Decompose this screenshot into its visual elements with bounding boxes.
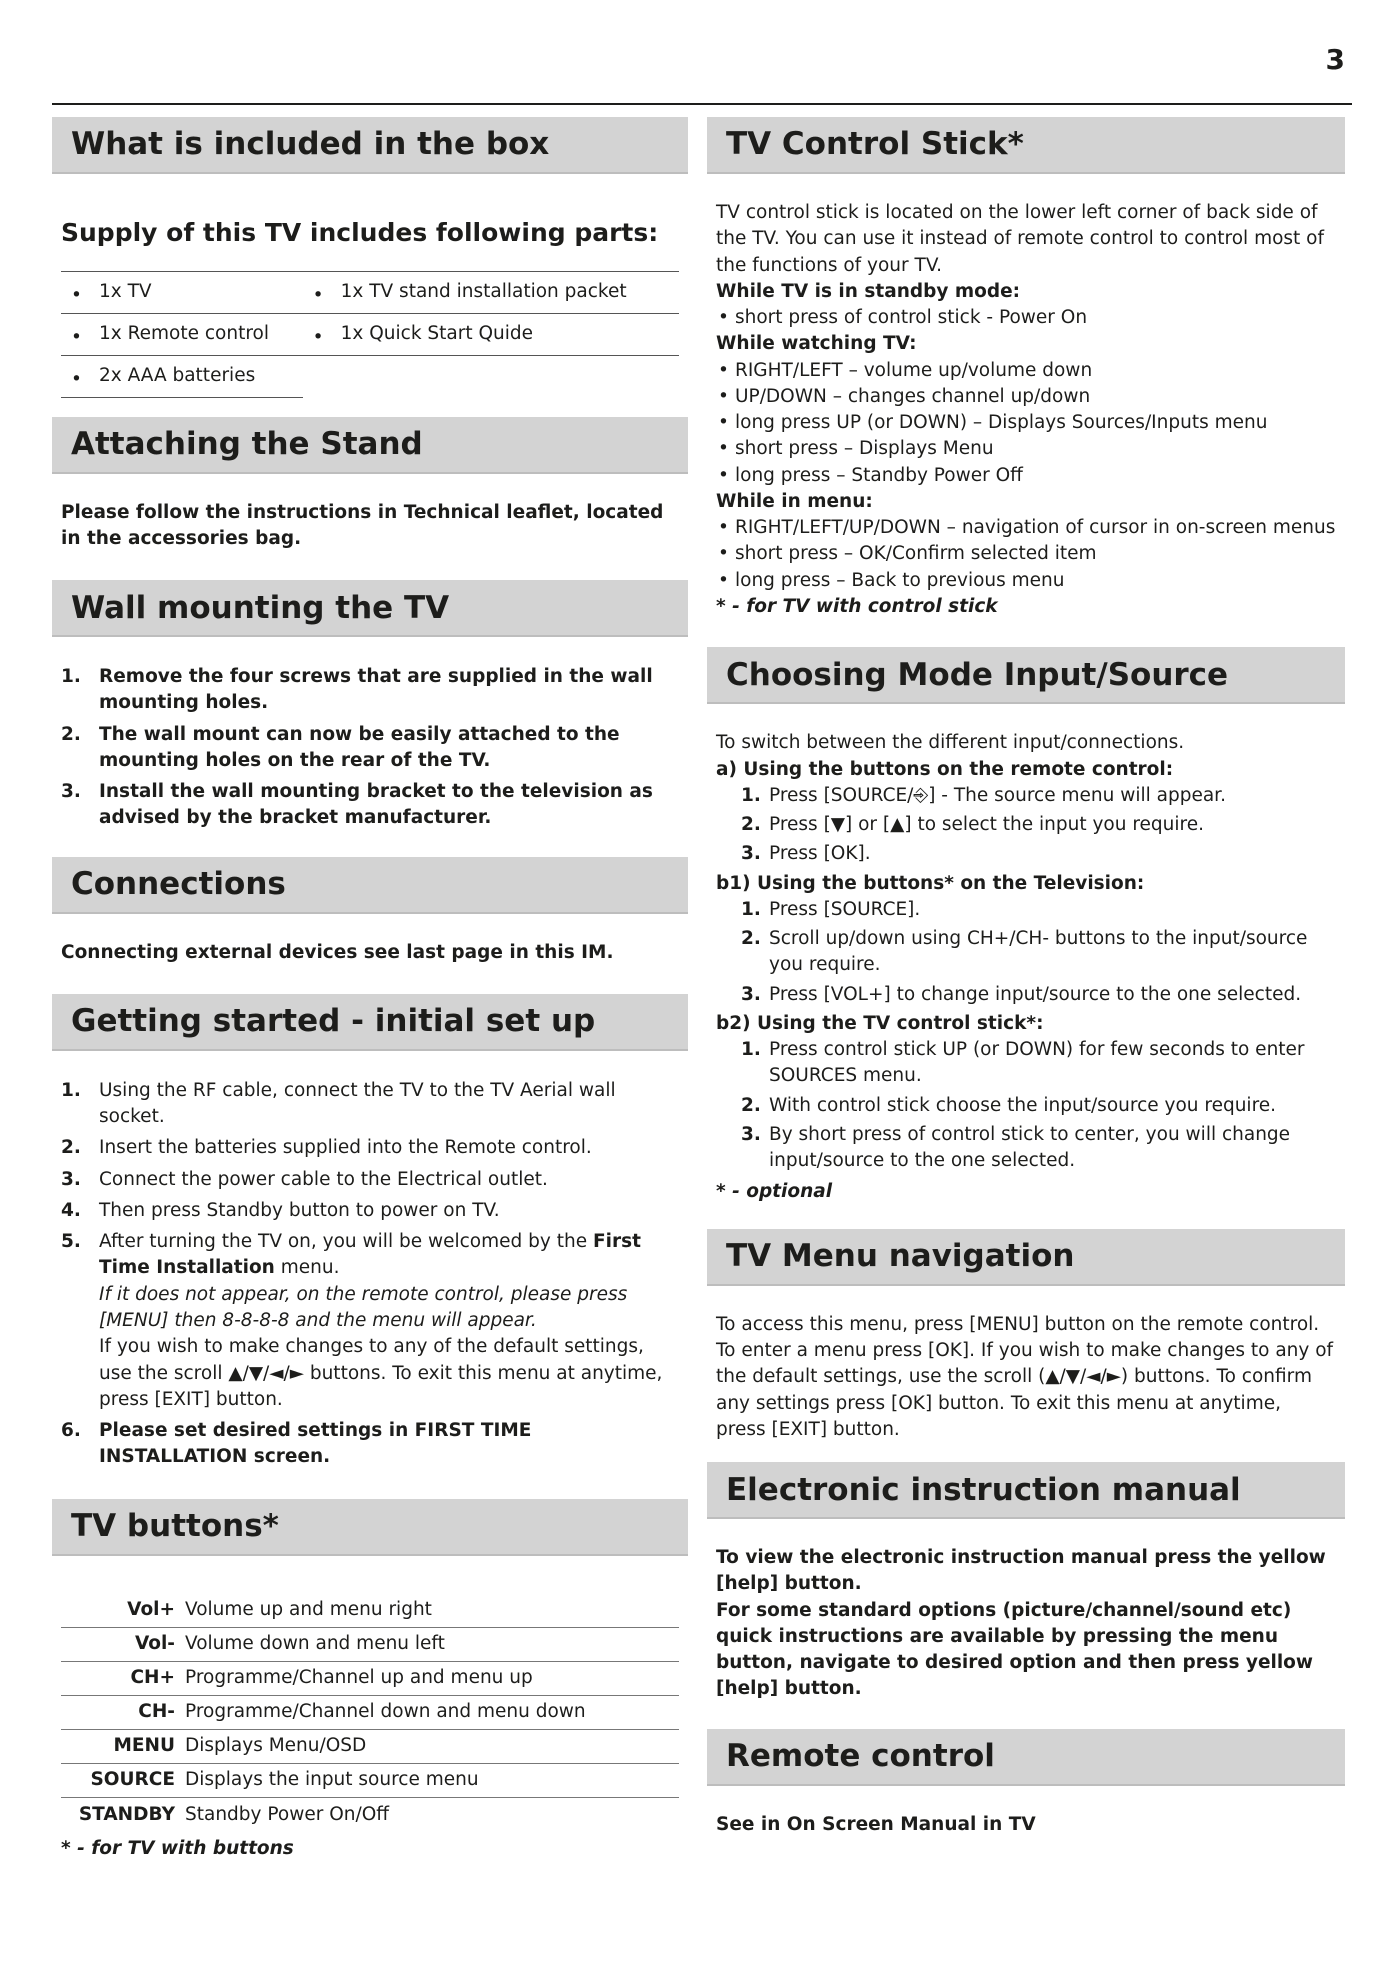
- setup-steps: [61, 1078, 679, 1471]
- bullet-icon: •: [312, 326, 324, 348]
- left-column: [52, 117, 688, 1862]
- bullet-icon: •: [71, 368, 82, 390]
- input-a-label: a) Using the buttons on the remote control:: [716, 758, 1174, 780]
- remote-text: See in On Screen Manual in TV: [716, 1813, 1036, 1835]
- table-row: [61, 355, 679, 397]
- setup-italic-note: If it does not appear, on the remote control, please press [MENU] then 8-8-8-8 and the menu will appear.: [99, 1283, 628, 1332]
- parts-table: [61, 271, 679, 398]
- watching-label: While watching TV:: [716, 333, 917, 355]
- table-row: Vol+ Volume up and menu right: [61, 1594, 679, 1628]
- list-item: 1. Remove the four screws that are supplied in the wall mounting holes.: [61, 666, 653, 714]
- bullet-icon: •: [71, 326, 82, 348]
- table-row: SOURCE Displays the input source menu: [61, 1764, 679, 1798]
- part-cell: • 1x Quick Start Quide: [303, 313, 679, 355]
- section-heading-input-source: Choosing Mode Input/Source: [707, 647, 1345, 704]
- part-cell: • 2x AAA batteries: [61, 355, 303, 397]
- bullet-icon: •: [312, 284, 324, 306]
- list-item: 2. Scroll up/down using CH+/CH- buttons to the input/source you require.: [741, 928, 1308, 976]
- list-item: • short press – Displays Menu: [716, 436, 1336, 462]
- section-heading-remote: Remote control: [707, 1729, 1345, 1786]
- table-row: CH- Programme/Channel down and menu down: [61, 1696, 679, 1730]
- list-item: • long press – Back to previous menu: [716, 568, 1336, 594]
- section-heading-tv-buttons: TV buttons*: [52, 1499, 688, 1556]
- list-item: 3. Press [VOL+] to change input/source to the one selected.: [741, 983, 1302, 1005]
- input-a-steps: [716, 783, 1336, 868]
- list-item: 3. Install the wall mounting bracket to the television as advised by the bracket manufacturer.: [61, 781, 653, 829]
- section-heading-wall: Wall mounting the TV: [52, 580, 688, 637]
- list-item: • short press of control stick - Power On: [716, 305, 1336, 331]
- e-manual-text-2: For some standard options (picture/channel/sound etc) quick instructions are available by pressing the menu button, navigate to desired option and then press yellow [help] button.: [716, 1599, 1313, 1700]
- table-row: STANDBY Standby Power On/Off: [78, 1803, 390, 1825]
- section-heading-control-stick: TV Control Stick*: [707, 117, 1345, 174]
- list-item: • RIGHT/LEFT/UP/DOWN – navigation of cursor in on-screen menus: [716, 515, 1336, 541]
- header-rule: [52, 103, 1352, 105]
- list-item: • short press – OK/Confirm selected item: [716, 541, 1336, 567]
- section-heading-connections: Connections: [52, 857, 688, 914]
- list-item: 2. The wall mount can now be easily attached to the mounting holes on the rear of the TV.: [61, 723, 620, 771]
- list-item: 3. By short press of control stick to center, you will change input/source to the one selected.: [741, 1123, 1291, 1172]
- standby-label: While TV is in standby mode:: [716, 280, 1021, 302]
- watching-list: [716, 358, 1336, 489]
- empty-cell: [303, 355, 679, 397]
- table-row: Vol- Volume down and menu left: [61, 1628, 679, 1662]
- stick-footnote: * - for TV with control stick: [716, 595, 998, 617]
- list-item: 1. Using the RF cable, connect the TV to the TV Aerial wall socket.: [61, 1079, 616, 1128]
- input-b1-label: b1) Using the buttons* on the Television:: [716, 872, 1145, 894]
- part-cell: • 1x TV stand installation packet: [303, 271, 679, 313]
- list-item: 2. With control stick choose the input/source you require.: [741, 1094, 1277, 1116]
- stand-text: Please follow the instructions in Technical leaflet, located in the accessories bag.: [61, 501, 664, 549]
- input-footnote: * - optional: [716, 1180, 833, 1202]
- list-item: 6. Please set desired settings in FIRST TIME INSTALLATION screen.: [61, 1420, 532, 1468]
- page-number: 3: [1325, 43, 1345, 76]
- list-item: 4. Then press Standby button to power on TV.: [61, 1199, 500, 1221]
- tv-buttons-footnote: * - for TV with buttons: [61, 1837, 294, 1859]
- input-b1-steps: [716, 897, 1336, 1008]
- section-heading-e-manual: Electronic instruction manual: [707, 1462, 1345, 1519]
- menu-nav-text: To access this menu, press [MENU] button on the remote control. To enter a menu press [OK]. If you wish to make changes to any of the default settings, use the scroll (▲/▼/◄/►) buttons. To confirm any settings press [OK] button. To exit this menu at anytime, press [EXIT] button.: [716, 1313, 1334, 1440]
- wall-steps: [61, 664, 679, 832]
- bullet-icon: •: [71, 284, 82, 306]
- table-row: MENU Displays Menu/OSD: [61, 1730, 679, 1764]
- table-row: [61, 271, 679, 313]
- setup-extra-text: If you wish to make changes to any of the default settings, use the scroll ▲/▼/◄/► buttons. To exit this menu at anytime, press [EXIT] button.: [99, 1336, 663, 1410]
- list-item: 1. Press control stick UP (or DOWN) for few seconds to enter SOURCES menu.: [741, 1039, 1305, 1087]
- menu-list: [716, 515, 1336, 594]
- list-item: • UP/DOWN – changes channel up/down: [716, 384, 1336, 410]
- section-heading-box: What is included in the box: [52, 117, 688, 174]
- input-intro: To switch between the different input/connections.: [716, 732, 1185, 754]
- menu-label: While in menu:: [716, 490, 873, 512]
- part-cell: • 1x Remote control: [61, 313, 303, 355]
- list-item: • RIGHT/LEFT – volume up/volume down: [716, 358, 1336, 384]
- list-item: • long press – Standby Power Off: [716, 463, 1336, 489]
- list-item: 1. Press [SOURCE/⎆] - The source menu will appear.: [741, 784, 1226, 806]
- list-item: 5. After turning the TV on, you will be welcomed by the First Time Installation menu. If it does not appear, on the remote control, please press [MENU] then 8-8-8-8 and the menu will appear. If you wish to make changes to any of the default settings, use the scroll ▲/▼/◄/► buttons. To exit this menu at anytime, press [EXIT] button.: [61, 1229, 679, 1413]
- section-heading-setup: Getting started - initial set up: [52, 994, 688, 1051]
- standby-list: [716, 305, 1336, 331]
- buttons-table: [61, 1594, 679, 1832]
- connections-text: Connecting external devices see last page in this IM.: [61, 941, 614, 963]
- table-row: CH+ Programme/Channel up and menu up: [61, 1662, 679, 1696]
- e-manual-text-1: To view the electronic instruction manual press the yellow [help] button.: [716, 1547, 1326, 1595]
- input-b2-steps: [716, 1037, 1336, 1174]
- input-b2-label: b2) Using the TV control stick*:: [716, 1012, 1044, 1034]
- section-heading-menu-nav: TV Menu navigation: [707, 1229, 1345, 1286]
- list-item: 2. Insert the batteries supplied into the Remote control.: [61, 1137, 592, 1159]
- list-item: • long press UP (or DOWN) – Displays Sources/Inputs menu: [716, 410, 1336, 436]
- list-item: 2. Press [▼] or [▲] to select the input you require.: [741, 814, 1204, 836]
- stick-intro: TV control stick is located on the lower left corner of back side of the TV. You can use it instead of remote control to control most of the functions of your TV.: [716, 202, 1325, 276]
- list-item: 3. Press [OK].: [741, 843, 871, 865]
- section-heading-stand: Attaching the Stand: [52, 417, 688, 474]
- box-subheading: Supply of this TV includes following parts:: [61, 218, 659, 247]
- part-cell: • 1x TV: [61, 271, 303, 313]
- right-column: [707, 117, 1345, 1838]
- list-item: 3. Connect the power cable to the Electrical outlet.: [61, 1168, 548, 1190]
- list-item: 1. Press [SOURCE].: [741, 898, 921, 920]
- table-row: [61, 313, 679, 355]
